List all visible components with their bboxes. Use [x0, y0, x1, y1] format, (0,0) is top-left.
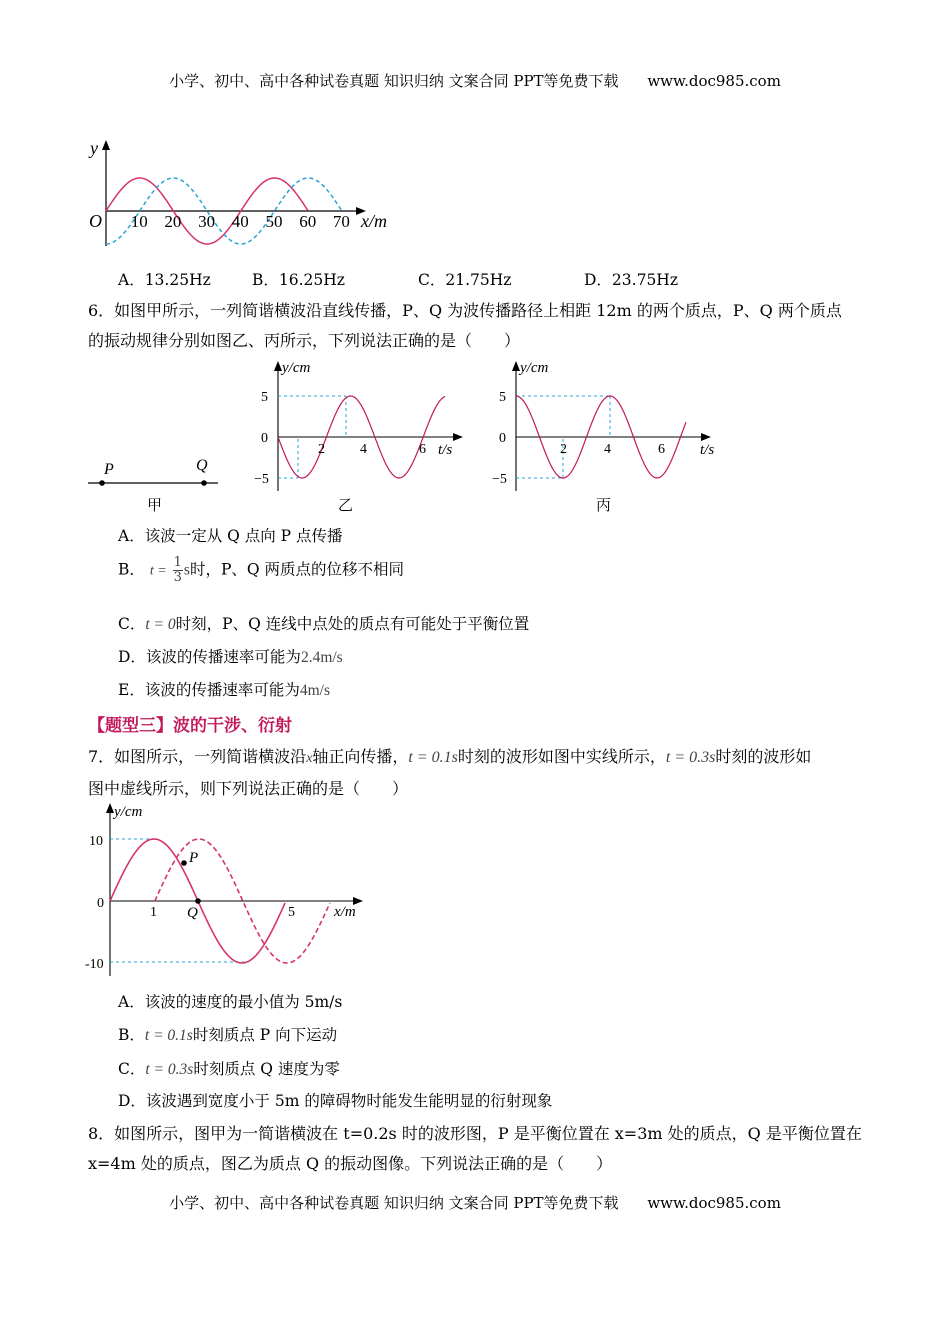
q5-xlabel: x/m — [361, 211, 387, 231]
q6-jia-q-label: Q — [196, 457, 208, 474]
q6-option-a[interactable]: A．该波一定从 Q 点向 P 点传播 — [118, 527, 343, 545]
footer-text: 小学、初中、高中各种试卷真题 知识归纳 文案合同 PPT等免费下载 — [169, 1194, 619, 1212]
q7-c-text: 时刻质点 Q 速度为零 — [193, 1060, 340, 1078]
q7-x5: 5 — [288, 905, 295, 920]
q6-bing-y5: 5 — [499, 390, 506, 405]
q6-bing-y0: 0 — [499, 431, 506, 446]
header-text: 小学、初中、高中各种试卷真题 知识归纳 文案合同 PPT等免费下载 — [169, 72, 619, 90]
q7-ym10: -10 — [85, 957, 104, 972]
q6-b-text: 时，P、Q 两质点的位移不相同 — [189, 560, 405, 579]
q6-option-d[interactable] — [118, 645, 343, 667]
q5-option-d[interactable]: D．23.75Hz — [584, 271, 678, 289]
q6-bing-t2: 2 — [560, 442, 567, 457]
q5-option-a[interactable]: A．13.25Hz — [118, 271, 211, 289]
q6-stem-line1: 6．如图甲所示，一列简谐横波沿直线传播，P、Q 为波传播路径上相距 12m 的两个质点，P、Q 两个质点 — [88, 301, 842, 320]
q6-c-text: 时刻，P、Q 连线中点处的质点有可能处于平衡位置 — [175, 615, 530, 633]
q7-stem-d: 时刻的波形如 — [715, 747, 812, 766]
q7-y10: 10 — [89, 834, 103, 849]
q5-origin: O — [89, 211, 102, 231]
q5-option-b[interactable]: B．16.25Hz — [252, 271, 345, 289]
q6-option-c[interactable] — [118, 612, 529, 634]
q7-xlabel: x/m — [334, 904, 356, 920]
q7-b-prefix: B． — [118, 1026, 145, 1044]
q7-point-p — [181, 860, 187, 866]
q7-wave-figure — [80, 798, 370, 980]
page-footer — [0, 1192, 950, 1213]
q6-c-prefix: C． — [118, 615, 146, 633]
q7-y0: 0 — [97, 896, 104, 911]
q7-ylabel: y/cm — [114, 804, 143, 820]
q6-b-unit: s — [183, 561, 190, 579]
q7-stem-line2: 图中虚线所示，则下列说法正确的是（ ） — [88, 779, 409, 798]
q6-bing-t4: 4 — [604, 442, 611, 457]
q7-stem-t1: t = 0.1s — [408, 749, 458, 766]
q6-bing-t6: 6 — [658, 442, 665, 457]
q6-yi-y0: 0 — [261, 431, 268, 446]
q6-e-text: E．该波的传播速率可能为 — [118, 681, 300, 699]
q7-q-label: Q — [187, 905, 198, 921]
q8-stem-line1: 8．如图所示，图甲为一简谐横波在 t=0.2s 时的波形图，P 是平衡位置在 x=3m 处的质点，Q 是平衡位置在 — [88, 1124, 862, 1143]
q7-option-a[interactable]: A．该波的速度的最小值为 5m/s — [118, 993, 343, 1011]
header-site: www.doc985.com — [647, 72, 781, 90]
q7-b-text: 时刻质点 P 向下运动 — [192, 1026, 338, 1044]
q7-stem-t2: t = 0.3s — [665, 749, 716, 766]
q6-yi-caption: 乙 — [338, 498, 354, 514]
q6-yi-ym5: −5 — [254, 472, 269, 487]
q6-yi-ylabel: y/cm — [282, 360, 311, 376]
q7-x1: 1 — [150, 905, 157, 920]
q6-yi-t4: 4 — [360, 442, 367, 457]
q7-stem-b: 轴正向传播， — [312, 747, 409, 766]
q6-fig-bing — [488, 356, 718, 521]
q6-d-text: D．该波的传播速率可能为 — [118, 648, 301, 666]
q6-b-numerator: 1 — [173, 555, 182, 570]
q6-b-prefix: B． — [118, 560, 145, 579]
q6-bing-xlabel: t/s — [700, 442, 715, 458]
q7-option-d[interactable]: D．该波遇到宽度小于 5m 的障碍物时能发生能明显的衍射现象 — [118, 1092, 553, 1110]
q6-yi-xlabel: t/s — [438, 442, 453, 458]
q7-option-c[interactable] — [118, 1057, 340, 1079]
q7-point-q — [195, 898, 201, 904]
q6-b-fraction — [173, 556, 183, 585]
q6-jia-p-label: P — [104, 461, 114, 478]
q6-option-b[interactable] — [118, 556, 404, 585]
q7-p-label: P — [189, 850, 199, 866]
q7-stem-c: 时刻的波形如图中实线所示， — [457, 747, 666, 766]
q7-stem-a: 7．如图所示，一列简谐横波沿 — [88, 747, 307, 766]
q6-fig-yi — [250, 356, 470, 521]
q5-tick-label: 30 — [198, 212, 216, 231]
page-header — [0, 70, 950, 91]
q7-stem-line1 — [88, 744, 811, 767]
q7-c-math: t = 0.3s — [145, 1061, 194, 1078]
q5-tick-label: 20 — [164, 212, 182, 231]
footer-site: www.doc985.com — [647, 1194, 781, 1212]
q6-yi-t6: 6 — [419, 442, 426, 457]
q5-tick-label: 50 — [265, 212, 283, 231]
q5-ylabel: y — [90, 138, 98, 158]
q7-stem-x: x — [306, 751, 313, 766]
q5-option-c[interactable]: C．21.75Hz — [418, 271, 512, 289]
q6-jia-caption: 甲 — [147, 498, 163, 514]
q5-tick-label: 10 — [130, 212, 148, 231]
q6-yi-y5: 5 — [261, 390, 268, 405]
q6-c-math: t = 0 — [145, 616, 176, 633]
section-title: 【题型三】波的干涉、衍射 — [88, 716, 292, 736]
q6-bing-ylabel: y/cm — [520, 360, 549, 376]
q6-bing-caption: 丙 — [596, 498, 612, 514]
q6-b-t: t = — [149, 563, 167, 579]
q7-c-prefix: C． — [118, 1060, 146, 1078]
q5-tick-label: 60 — [299, 212, 317, 231]
q7-b-math: t = 0.1s — [144, 1027, 193, 1044]
q5-wave-figure — [78, 138, 408, 258]
q5-tick-label: 70 — [332, 212, 350, 231]
q6-bing-ym5: −5 — [492, 472, 507, 487]
q7-option-b[interactable] — [118, 1023, 337, 1045]
q5-tick-label: 40 — [231, 212, 249, 231]
q6-stem-line2: 的振动规律分别如图乙、丙所示，下列说法正确的是（ ） — [88, 331, 521, 350]
q6-d-math: 2.4m/s — [300, 649, 343, 666]
q6-e-math: 4m/s — [299, 682, 330, 699]
q6-option-e[interactable] — [118, 678, 330, 700]
q8-stem-line2: x=4m 处的质点，图乙为质点 Q 的振动图像。下列说法正确的是（ ） — [88, 1154, 613, 1173]
q6-fig-jia — [84, 450, 224, 520]
q6-yi-t2: 2 — [318, 442, 325, 457]
q6-b-denominator: 3 — [173, 570, 182, 585]
